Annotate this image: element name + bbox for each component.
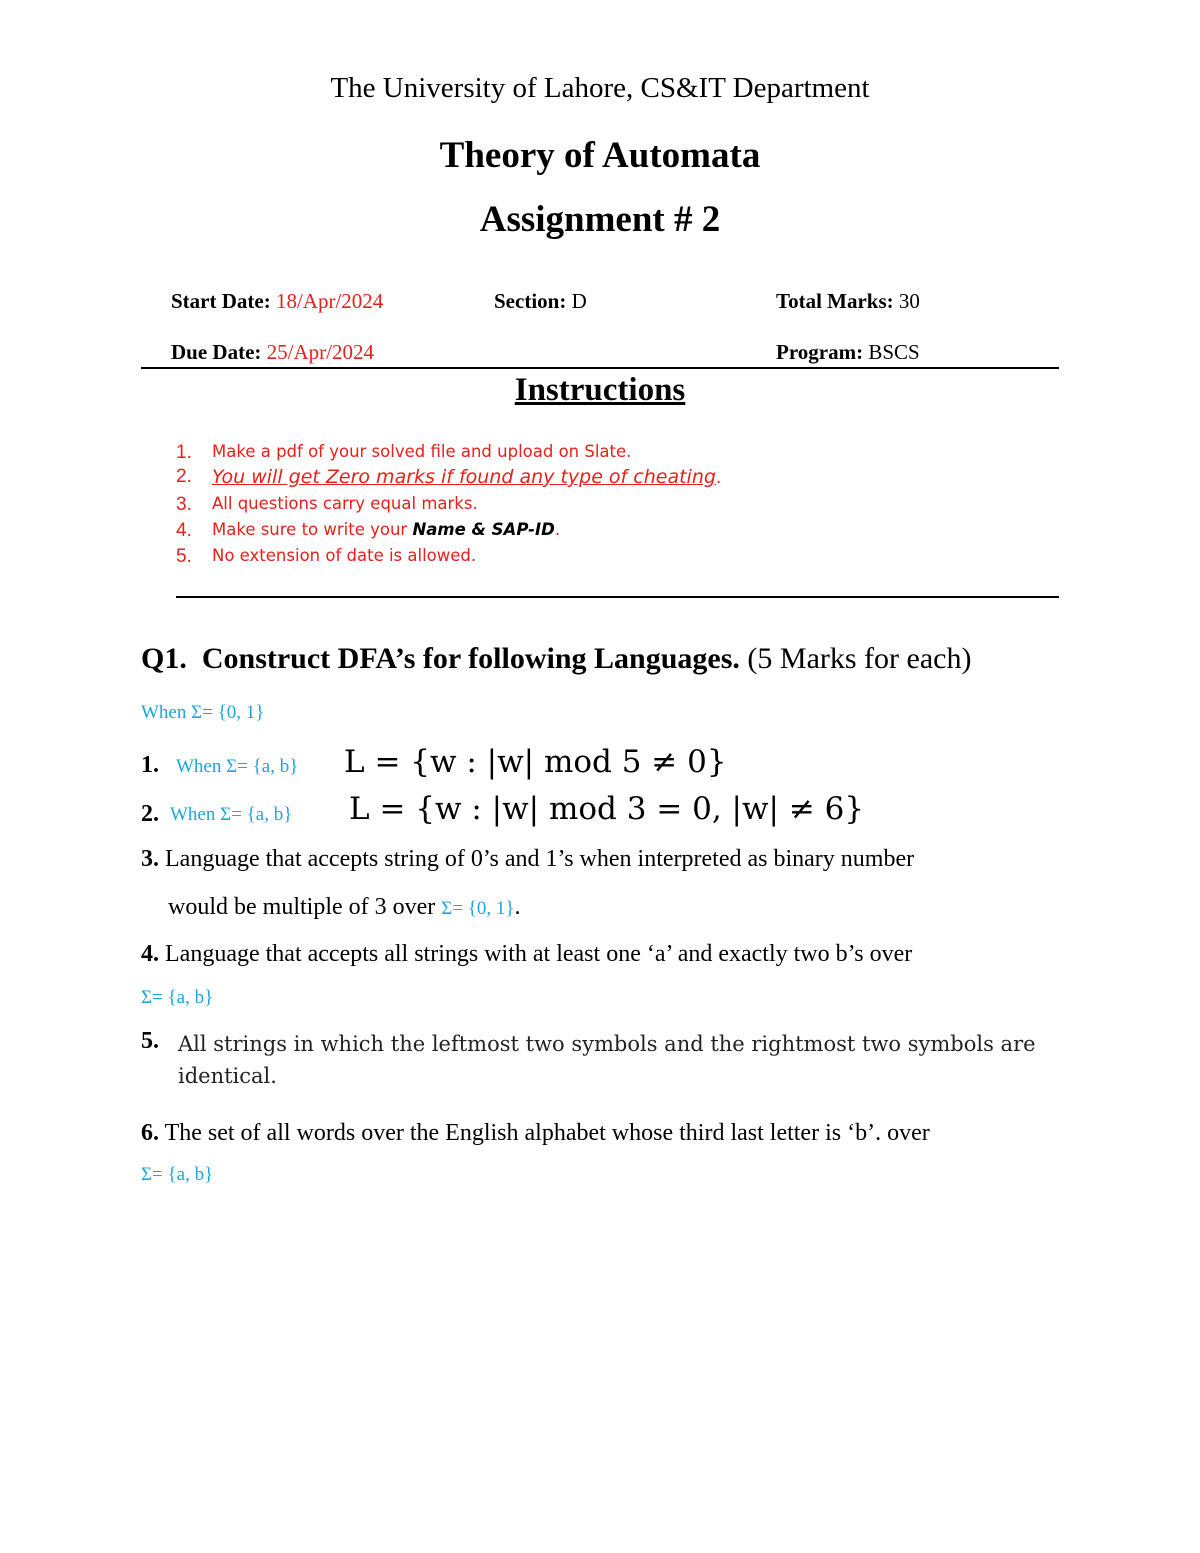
question-1-heading [141, 642, 971, 676]
item-text: identical. [178, 1064, 277, 1088]
instructions-title: Instructions [514, 372, 686, 408]
instruction-item [176, 520, 1056, 544]
question-item [141, 801, 159, 828]
item-number: 4. [141, 941, 159, 967]
question-title: Construct DFA’s for following Languages. [201, 642, 740, 675]
item-text: All strings in which the leftmost two symbols and the rightmost two symbols are [178, 1032, 1036, 1056]
item-text-continued [168, 894, 521, 921]
total-marks-label: Total Marks: [776, 289, 894, 313]
item-text: Language that accepts string of 0’s and 1’s when interpreted as binary number [165, 846, 915, 872]
instruction-number: 4. [176, 520, 192, 541]
instruction-number: 1. [176, 442, 192, 463]
total-marks-value: 30 [898, 289, 920, 313]
question-item [141, 752, 159, 779]
item-sigma: Σ= {a, b} [141, 1164, 214, 1185]
item-math: L = {w : |w| mod 5 ≠ 0} [344, 744, 727, 780]
university-heading: The University of Lahore, CS&IT Department [330, 72, 870, 104]
program [776, 340, 920, 365]
instruction-number: 2. [176, 466, 192, 487]
question-marks: (5 Marks for each) [747, 642, 972, 675]
instruction-item [176, 466, 1056, 492]
instruction-item [176, 442, 1056, 466]
due-date-value: 25/Apr/2024 [266, 340, 374, 364]
instruction-suffix: . [554, 520, 561, 539]
instruction-number: 5. [176, 546, 192, 567]
item-text: would be multiple of 3 over [168, 894, 436, 920]
sigma-intro: When Σ= {0, 1} [141, 702, 265, 723]
item-sigma: Σ= {a, b} [141, 987, 214, 1008]
due-date [171, 340, 374, 365]
item-number: 2. [141, 801, 159, 827]
instruction-number: 3. [176, 494, 192, 515]
question-item [141, 941, 912, 968]
total-marks [776, 289, 920, 314]
program-label: Program: [776, 340, 864, 364]
question-item [141, 1028, 159, 1055]
assignment-title: Assignment # 2 [479, 199, 721, 240]
item-math: L = {w : |w| mod 3 = 0, |w| ≠ 6} [349, 791, 865, 827]
item-number: 3. [141, 846, 159, 872]
item-text: The set of all words over the English alphabet whose third last letter is ‘b’. over [164, 1120, 930, 1146]
instruction-text: All questions carry equal marks. [212, 494, 478, 513]
instruction-text: No extension of date is allowed. [212, 546, 477, 565]
divider-bottom [176, 596, 1059, 598]
item-sigma: Σ= {0, 1} [441, 898, 515, 919]
section-value: D [571, 289, 587, 313]
question-item [141, 846, 914, 873]
item-text: Language that accepts all strings with at least one ‘a’ and exactly two b’s over [165, 941, 913, 967]
due-date-label: Due Date: [171, 340, 262, 364]
course-title: Theory of Automata [439, 135, 761, 176]
instruction-text: You will get Zero marks if found any type of cheating [212, 466, 716, 488]
item-number: 5. [141, 1028, 159, 1054]
section-label: Section: [494, 289, 567, 313]
question-label: Q1. [141, 642, 187, 675]
start-date-label: Start Date: [171, 289, 271, 313]
section [494, 289, 587, 314]
instruction-item [176, 494, 1056, 518]
item-suffix: . [514, 894, 521, 920]
instruction-suffix: . [715, 468, 722, 487]
instruction-item [176, 546, 1056, 570]
divider-top [141, 367, 1059, 369]
question-item [141, 1120, 930, 1147]
instruction-emphasis: Name & SAP-ID [412, 520, 555, 539]
start-date [171, 289, 383, 314]
item-number: 6. [141, 1120, 159, 1146]
instruction-text: Make sure to write your [212, 520, 413, 539]
program-value: BSCS [868, 340, 920, 364]
item-sigma: When Σ= {a, b} [176, 756, 299, 777]
start-date-value: 18/Apr/2024 [275, 289, 384, 313]
item-number: 1. [141, 752, 159, 778]
instruction-text: Make a pdf of your solved file and upload on Slate. [212, 442, 632, 461]
item-sigma: When Σ= {a, b} [170, 804, 293, 825]
